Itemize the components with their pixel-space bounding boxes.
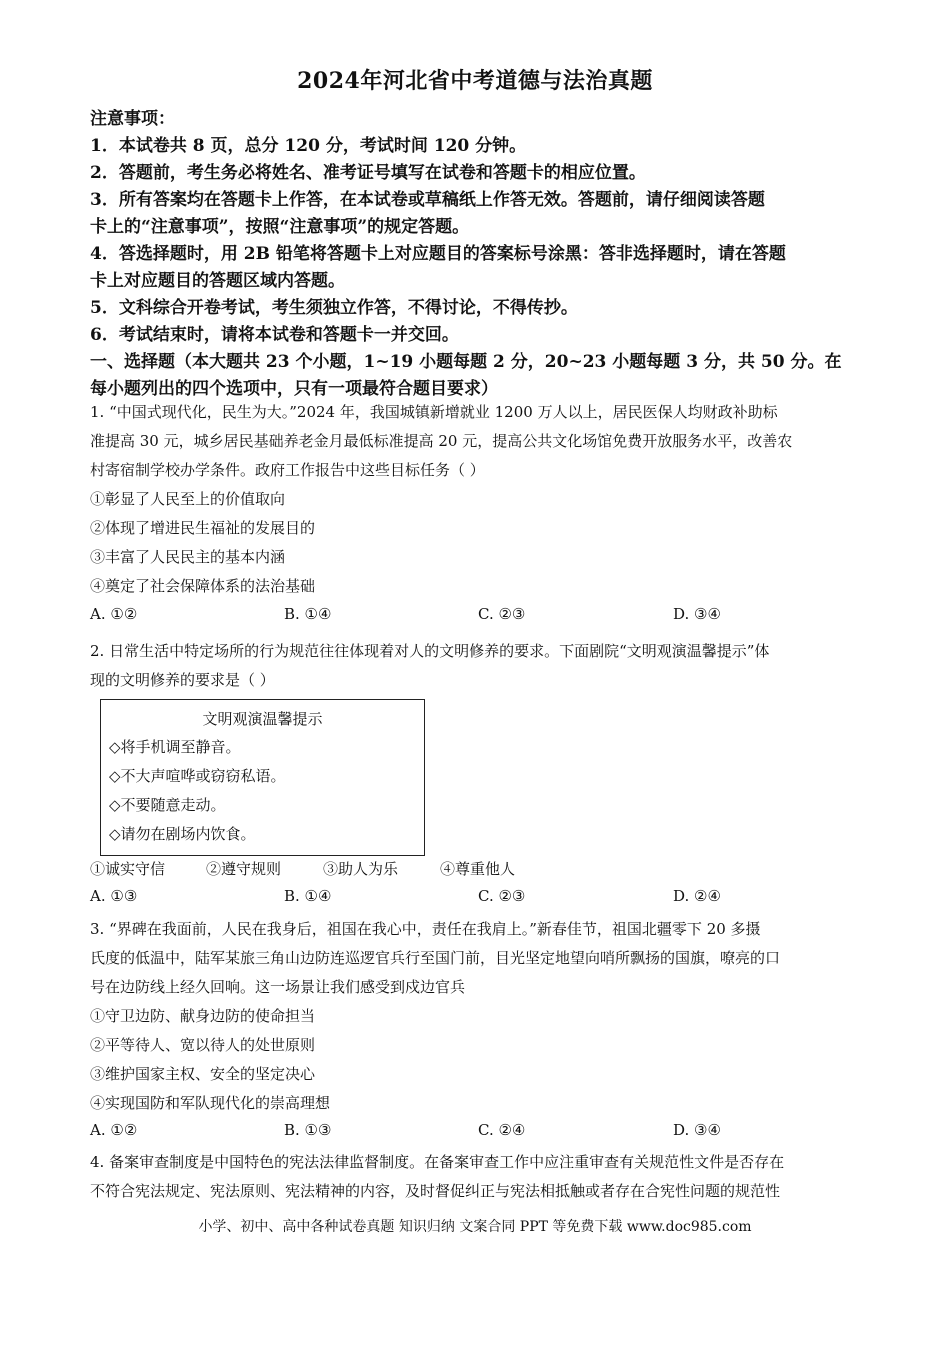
question-2-choice: ②遵守规则 <box>206 860 282 878</box>
question-2-text: 2. 日常生活中特定场所的行为规范往往体现着对人的文明修养的要求。下面剧院“文明观演温馨提示”体 <box>90 642 770 660</box>
notice-line: 5．文科综合开卷考试，考生须独立作答，不得讨论，不得传抄。 <box>90 298 578 318</box>
question-3-text: 3. “界碑在我面前，人民在我身后，祖国在我心中，责任在我肩上。”新春佳节，祖国北疆零下 20 多摄 <box>90 920 761 938</box>
notice-box-title: 文明观演温馨提示 <box>202 710 323 728</box>
question-3-option-d: D. ③④ <box>673 1121 721 1139</box>
question-1-option-a: A. ①② <box>90 605 138 623</box>
notice-line: 2．答题前，考生务必将姓名、准考证号填写在试卷和答题卡的相应位置。 <box>90 163 646 183</box>
notice-line: 4．答选择题时，用 2B 铅笔将答题卡上对应题目的答案标号涂黑：答非选择题时，请在答题 <box>90 244 786 264</box>
question-2-option-c: C. ②③ <box>478 887 526 905</box>
question-1-text: 1. “中国式现代化，民生为大。”2024 年，我国城镇新增就业 1200 万人以上，居民医保人均财政补助标 <box>90 403 778 421</box>
notice-box-item: ◇不要随意走动。 <box>109 796 226 814</box>
notice-line: 卡上的“注意事项”，按照“注意事项”的规定答题。 <box>90 217 470 237</box>
question-1-item: ④奠定了社会保障体系的法治基础 <box>90 577 316 595</box>
notice-line: 卡上对应题目的答题区域内答题。 <box>90 271 345 291</box>
question-3-item: ④实现国防和军队现代化的崇高理想 <box>90 1094 331 1112</box>
question-3-option-a: A. ①② <box>90 1121 138 1139</box>
question-3-item: ②平等待人、宽以待人的处世原则 <box>90 1036 316 1054</box>
question-1-item: ②体现了增进民生福祉的发展目的 <box>90 519 316 537</box>
question-2-option-b: B. ①④ <box>284 887 332 905</box>
question-2-choice: ③助人为乐 <box>323 860 399 878</box>
question-1-option-c: C. ②③ <box>478 605 526 623</box>
question-3-text: 号在边防线上经久回响。这一场景让我们感受到戍边官兵 <box>90 978 466 996</box>
question-2-text: 现的文明修养的要求是（ ） <box>90 671 275 689</box>
notice-line: 1．本试卷共 8 页，总分 120 分，考试时间 120 分钟。 <box>90 136 527 156</box>
question-1-option-b: B. ①④ <box>284 605 332 623</box>
notice-line: 3．所有答案均在答题卡上作答，在本试卷或草稿纸上作答无效。答题前，请仔细阅读答题 <box>90 190 765 210</box>
question-3-option-b: B. ①③ <box>284 1121 332 1139</box>
page-title: 2024年河北省中考道德与法治真题 <box>297 68 653 94</box>
question-1-item: ①彰显了人民至上的价值取向 <box>90 490 286 508</box>
question-2-choice: ④尊重他人 <box>440 860 516 878</box>
notice-box <box>100 699 425 856</box>
question-2-option-d: D. ②④ <box>673 887 721 905</box>
notice-box-item: ◇请勿在剧场内饮食。 <box>109 825 256 843</box>
question-3-text: 氏度的低温中，陆军某旅三角山边防连巡逻官兵行至国门前，目光坚定地望向哨所飘扬的国旗，嘹亮的口 <box>90 949 781 967</box>
notice-box-item: ◇不大声喧哗或窃窃私语。 <box>109 767 286 785</box>
notice-heading: 注意事项： <box>90 109 175 129</box>
section-heading: 一、选择题（本大题共 23 个小题，1~19 小题每题 2 分，20~23 小题每题 3 分，共 50 分。在 <box>90 352 842 372</box>
question-1-item: ③丰富了人民民主的基本内涵 <box>90 548 286 566</box>
notice-line: 6．考试结束时，请将本试卷和答题卡一并交回。 <box>90 325 459 345</box>
question-3-item: ③维护国家主权、安全的坚定决心 <box>90 1065 316 1083</box>
question-3-option-c: C. ②④ <box>478 1121 526 1139</box>
section-heading-cont: 每小题列出的四个选项中，只有一项最符合题目要求） <box>90 379 498 399</box>
question-1-text: 村寄宿制学校办学条件。政府工作报告中这些目标任务（ ） <box>90 461 485 479</box>
notice-box-item: ◇将手机调至静音。 <box>109 738 241 756</box>
question-4-text: 4. 备案审查制度是中国特色的宪法法律监督制度。在备案审查工作中应注重审查有关规范性文件是否存在 <box>90 1153 785 1171</box>
question-4-text: 不符合宪法规定、宪法原则、宪法精神的内容，及时督促纠正与宪法相抵触或者存在合宪性问题的规范性 <box>90 1182 781 1200</box>
question-1-text: 准提高 30 元，城乡居民基础养老金月最低标准提高 20 元，提高公共文化场馆免费开放服务水平，改善农 <box>90 432 793 450</box>
page-footer: 小学、初中、高中各种试卷真题 知识归纳 文案合同 PPT 等免费下载 www.doc985.com <box>198 1219 752 1235</box>
question-3-item: ①守卫边防、献身边防的使命担当 <box>90 1007 316 1025</box>
question-2-option-a: A. ①③ <box>90 887 138 905</box>
question-1-option-d: D. ③④ <box>673 605 721 623</box>
question-2-choice: ①诚实守信 <box>90 860 166 878</box>
